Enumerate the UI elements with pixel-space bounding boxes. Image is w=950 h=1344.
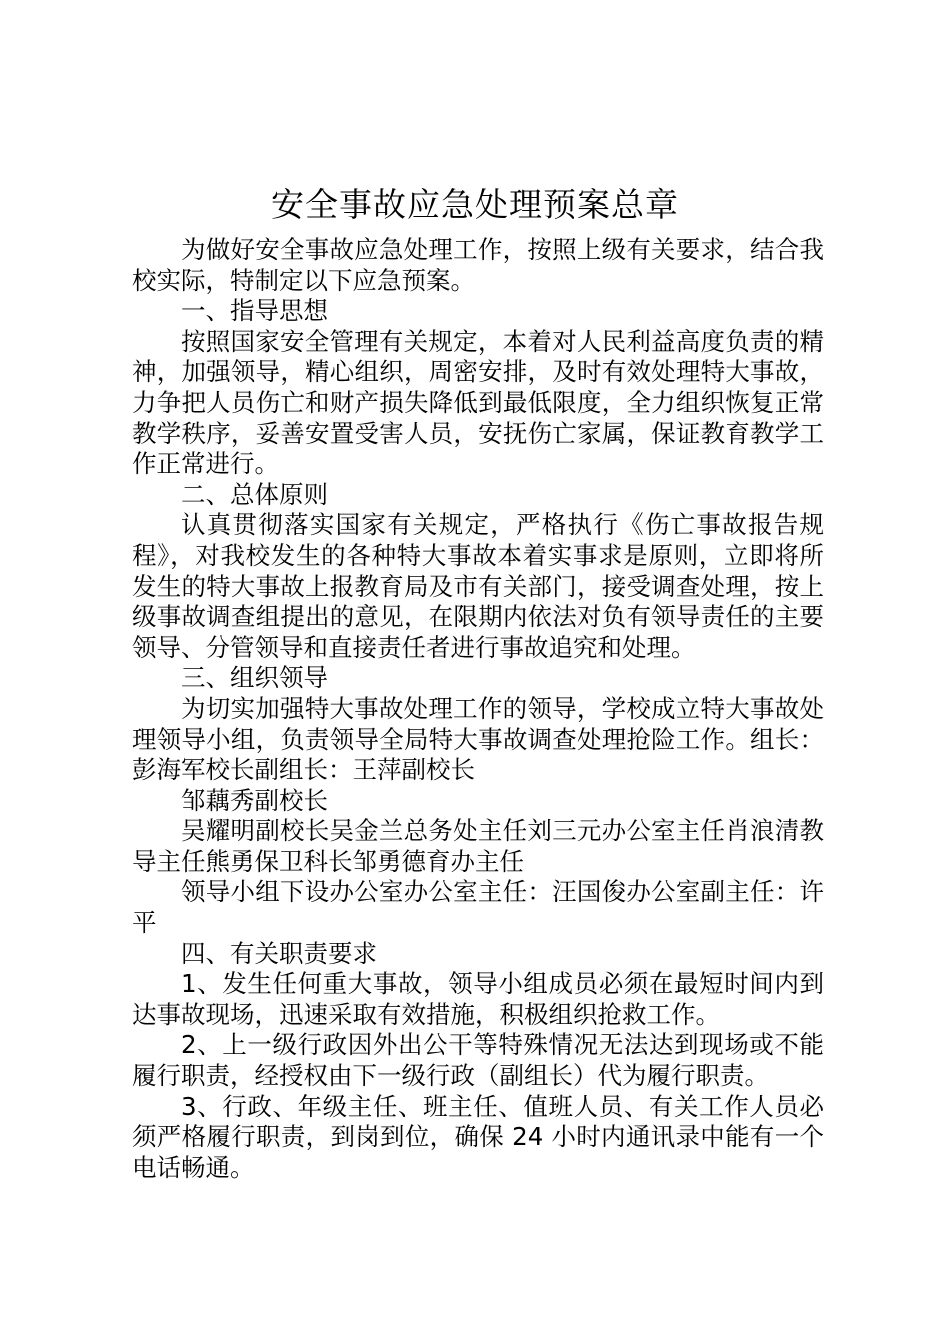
paragraph-organization: 为切实加强特大事故处理工作的领导，学校成立特大事故处理领导小组，负责领导全局特大事故调查处理抢险工作。组长：彭海军校长副组长：王萍副校长 (132, 693, 824, 785)
paragraph-members: 吴耀明副校长吴金兰总务处主任刘三元办公室主任肖浪清教导主任熊勇保卫科长邹勇德育办主任 (132, 816, 824, 876)
paragraph-responsibility-3: 3、行政、年级主任、班主任、值班人员、有关工作人员必须严格履行职责，到岗到位，确保 24 小时内通讯录中能有一个电话畅通。 (132, 1091, 824, 1182)
section-heading-responsibilities: 四、有关职责要求 (181, 938, 377, 968)
paragraph-responsibility-1: 1、发生任何重大事故，领导小组成员必须在最短时间内到达事故现场，迅速采取有效措施，积极组织抢救工作。 (132, 969, 824, 1029)
paragraph-vice-leader: 邹藕秀副校长 (181, 785, 328, 815)
section-heading-general-principles: 二、总体原则 (181, 479, 328, 509)
paragraph-general-principles: 认真贯彻落实国家有关规定，严格执行《伤亡事故报告规程》，对我校发生的各种特大事故本着实事求是原则，立即将所发生的特大事故上报教育局及市有关部门，接受调查处理，按上级事故调查组提出的意见，在限期内依法对负有领导责任的主要领导、分管领导和直接责任者进行事故追究和处理。 (132, 510, 824, 662)
paragraph-responsibility-2: 2、上一级行政因外出公干等特殊情况无法达到现场或不能履行职责，经授权由下一级行政（副组长）代为履行职责。 (132, 1030, 824, 1091)
paragraph-guiding-ideology: 按照国家安全管理有关规定，本着对人民利益高度负责的精神，加强领导，精心组织，周密安排，及时有效处理特大事故，力争把人员伤亡和财产损失降低到最低限度，全力组织恢复正常教学秩序，妥善安置受害人员，安抚伤亡家属，保证教育教学工作正常进行。 (132, 326, 824, 479)
section-heading-guiding-ideology: 一、指导思想 (181, 296, 328, 326)
document-body (132, 235, 824, 1183)
paragraph-intro: 为做好安全事故应急处理工作，按照上级有关要求，结合我校实际，特制定以下应急预案。 (132, 235, 824, 295)
document-title: 安全事故应急处理预案总章 (271, 185, 679, 224)
paragraph-office: 领导小组下设办公室办公室主任：汪国俊办公室副主任：许平 (132, 877, 824, 938)
section-heading-organization: 三、组织领导 (181, 663, 328, 693)
